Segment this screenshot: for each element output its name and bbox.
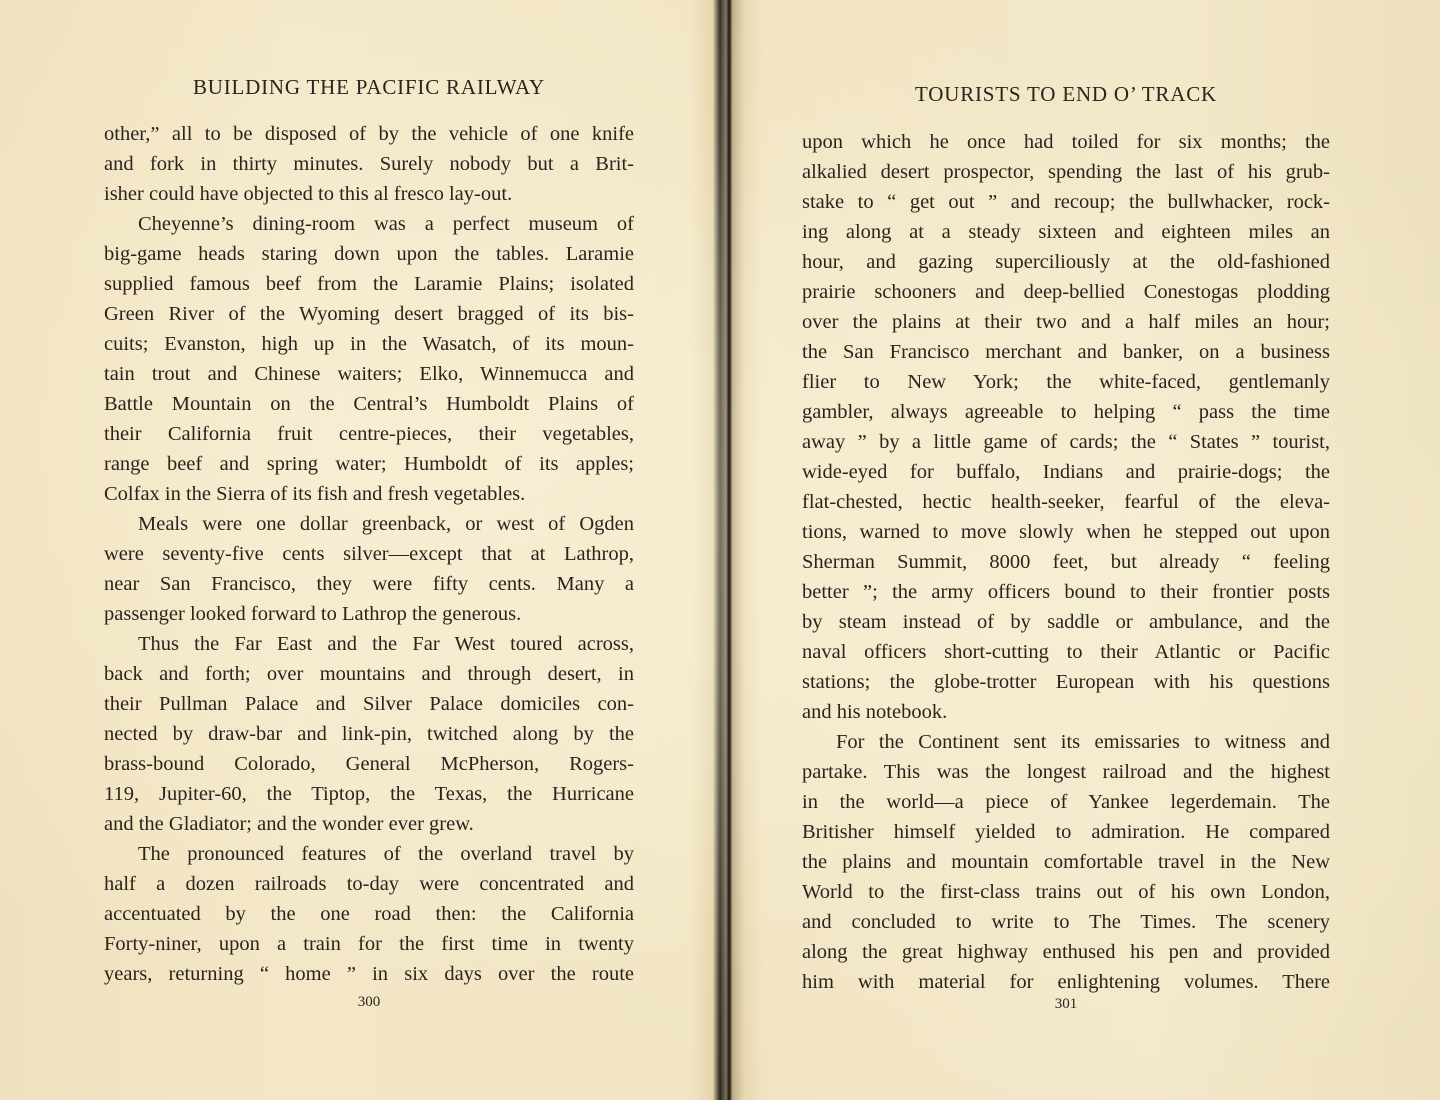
text-line: other,” all to be disposed of by the vehicle of one knife (104, 123, 634, 145)
text-line: and the Gladiator; and the wonder ever grew. (104, 813, 474, 835)
text-line: Green River of the Wyoming desert bragged of its bis- (104, 303, 634, 325)
page-number-left: 300 (357, 994, 381, 1010)
text-line: tions, warned to move slowly when he stepped out upon (802, 521, 1330, 543)
text-line: stake to “ get out ” and recoup; the bullwhacker, rock- (802, 191, 1330, 213)
running-head-right: TOURISTS TO END O’ TRACK (915, 82, 1217, 106)
text-line: away ” by a little game of cards; the “ States ” tourist, (802, 431, 1330, 453)
text-line: The pronounced features of the overland travel by (138, 843, 634, 865)
text-line: by steam instead of by saddle or ambulance, and the (802, 611, 1330, 633)
text-line: nected by draw-bar and link-pin, twitched along by the (104, 723, 634, 745)
text-line: naval officers short-cutting to their Atlantic or Pacific (802, 641, 1330, 663)
text-line: better ”; the army officers bound to their frontier posts (802, 581, 1330, 603)
text-line: range beef and spring water; Humboldt of its apples; (104, 453, 634, 475)
book-gutter (714, 0, 744, 1100)
text-line: ing along at a steady sixteen and eighteen miles an (802, 221, 1330, 243)
text-line: prairie schooners and deep-bellied Conestogas plodding (802, 281, 1330, 303)
text-line: the plains and mountain comfortable travel in the New (802, 851, 1330, 873)
right-page (802, 0, 1330, 1100)
text-line: half a dozen railroads to-day were concentrated and (104, 873, 634, 895)
text-line: Battle Mountain on the Central’s Humboldt Plains of (104, 393, 634, 415)
text-line: Forty-niner, upon a train for the first time in twenty (104, 933, 634, 955)
text-line: isher could have objected to this al fresco lay-out. (104, 183, 513, 205)
text-line: 119, Jupiter-60, the Tiptop, the Texas, the Hurricane (104, 783, 634, 805)
text-line: him with material for enlightening volumes. There (802, 971, 1330, 993)
text-line: over the plains at their two and a half miles an hour; (802, 311, 1330, 333)
text-line: Sherman Summit, 8000 feet, but already “ feeling (802, 551, 1330, 573)
text-line: hour, and gazing superciliously at the old-fashioned (802, 251, 1330, 273)
text-line: Britisher himself yielded to admiration. He compared (802, 821, 1330, 843)
page-number-right: 301 (1054, 996, 1078, 1012)
text-line: brass-bound Colorado, General McPherson, Rogers- (104, 753, 634, 775)
text-line: gambler, always agreeable to helping “ pass the time (802, 401, 1330, 423)
text-line: upon which he once had toiled for six months; the (802, 131, 1330, 153)
text-line: accentuated by the one road then: the California (104, 903, 634, 925)
text-line: For the Continent sent its emissaries to witness and (836, 731, 1330, 753)
text-line: near San Francisco, they were fifty cents. Many a (104, 573, 634, 595)
text-line: and fork in thirty minutes. Surely nobody but a Brit- (104, 153, 634, 175)
text-line: passenger looked forward to Lathrop the generous. (104, 603, 522, 625)
left-page (104, 0, 634, 1100)
text-line: cuits; Evanston, high up in the Wasatch, of its moun- (104, 333, 634, 355)
text-line: their California fruit centre-pieces, their vegetables, (104, 423, 634, 445)
text-line: and his notebook. (802, 701, 948, 723)
text-line: the San Francisco merchant and banker, on a business (802, 341, 1330, 363)
text-line: partake. This was the longest railroad and the highest (802, 761, 1330, 783)
text-line: Meals were one dollar greenback, or west of Ogden (138, 513, 634, 535)
text-line: wide-eyed for buffalo, Indians and prairie-dogs; the (802, 461, 1330, 483)
text-line: back and forth; over mountains and through desert, in (104, 663, 634, 685)
running-head-left: BUILDING THE PACIFIC RAILWAY (192, 75, 545, 99)
text-line: Thus the Far East and the Far West toured across, (138, 633, 634, 655)
text-line: tain trout and Chinese waiters; Elko, Winnemucca and (104, 363, 634, 385)
text-line: were seventy-five cents silver—except that at Lathrop, (104, 543, 634, 565)
text-line: Colfax in the Sierra of its fish and fresh vegetables. (104, 483, 526, 505)
text-line: alkalied desert prospector, spending the last of his grub- (802, 161, 1330, 183)
right-page-text (802, 127, 1330, 997)
text-line: and concluded to write to The Times. The scenery (802, 911, 1330, 933)
text-line: in the world—a piece of Yankee legerdemain. The (802, 791, 1330, 813)
text-line: supplied famous beef from the Laramie Plains; isolated (104, 273, 634, 295)
text-line: along the great highway enthused his pen and provided (802, 941, 1330, 963)
left-page-text (104, 119, 634, 989)
text-line: Cheyenne’s dining-room was a perfect museum of (138, 213, 634, 235)
text-line: stations; the globe-trotter European with his questions (802, 671, 1330, 693)
text-line: years, returning “ home ” in six days over the route (104, 963, 634, 985)
text-line: their Pullman Palace and Silver Palace domiciles con- (104, 693, 634, 715)
text-line: flat-chested, hectic health-seeker, fearful of the eleva- (802, 491, 1330, 513)
text-line: big-game heads staring down upon the tables. Laramie (104, 243, 634, 265)
text-line: World to the first-class trains out of his own London, (802, 881, 1330, 903)
text-line: flier to New York; the white-faced, gentlemanly (802, 371, 1330, 393)
